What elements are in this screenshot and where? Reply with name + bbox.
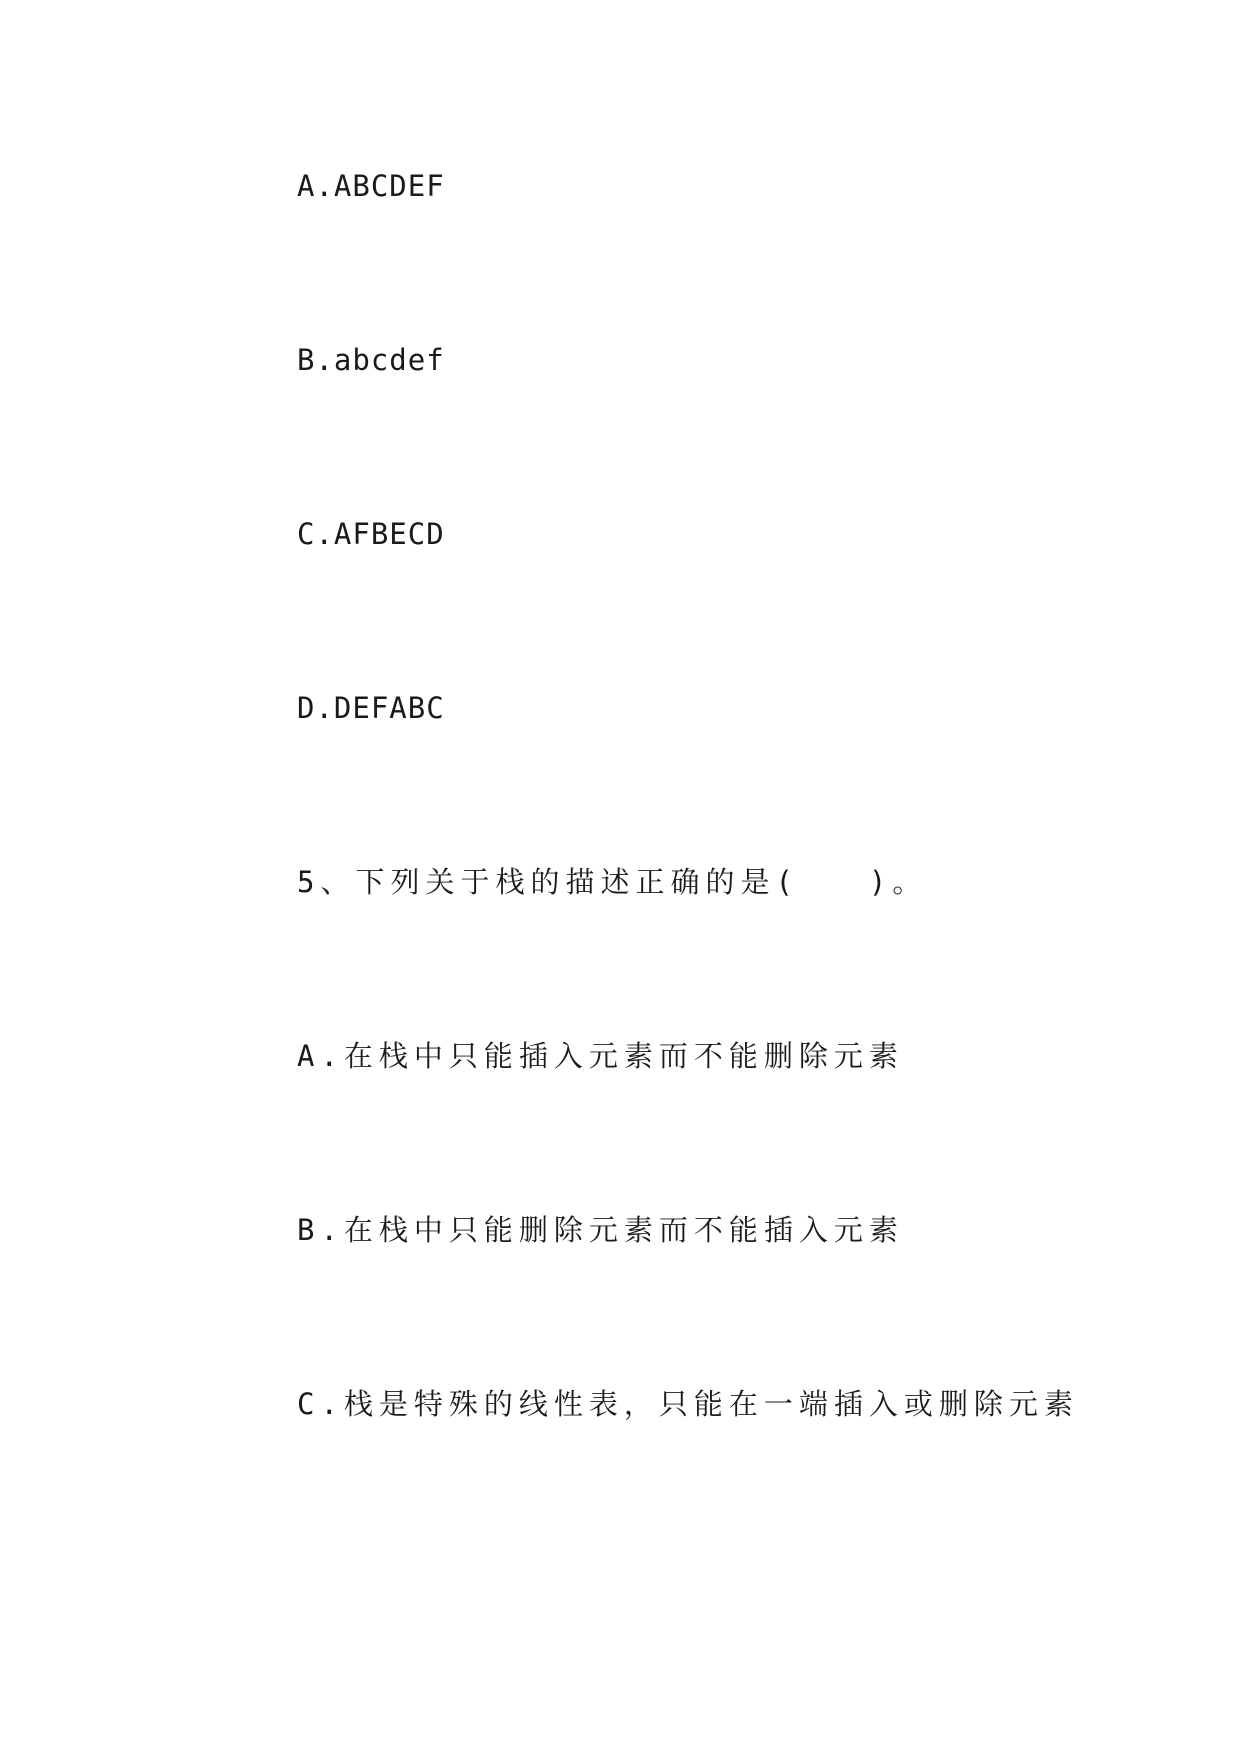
question-5-text: 5、下列关于栈的描述正确的是( )。	[297, 865, 928, 899]
question-5-option-a: A.在栈中只能插入元素而不能删除元素	[297, 1039, 904, 1073]
question-5-option-c: C.栈是特殊的线性表，只能在一端插入或删除元素	[297, 1387, 1079, 1421]
option-c-text: C.AFBECD	[297, 517, 445, 551]
option-a-text: A.ABCDEF	[297, 169, 445, 203]
option-b-text: B.abcdef	[297, 343, 445, 377]
option-d-text: D.DEFABC	[297, 691, 445, 725]
question-5-option-b: B.在栈中只能删除元素而不能插入元素	[297, 1213, 904, 1247]
